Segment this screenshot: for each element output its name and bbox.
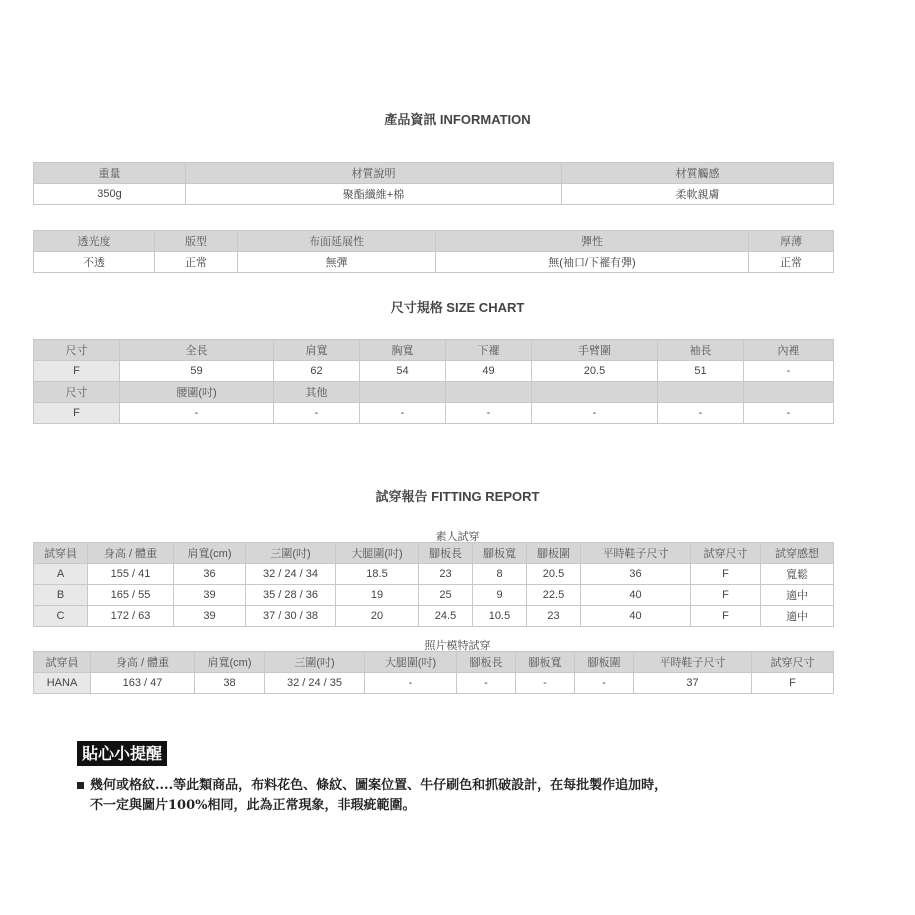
size-value: - xyxy=(532,403,658,424)
bullet-icon xyxy=(77,782,84,789)
table-cell: 25 xyxy=(419,585,473,606)
size-chart-title: 尺寸規格 SIZE CHART xyxy=(390,300,525,315)
table-cell: F xyxy=(691,585,761,606)
reminder-title: 貼心小提醒 xyxy=(77,741,167,766)
size-header: 手臂圍 xyxy=(532,340,658,361)
model-name: HANA xyxy=(34,673,91,694)
amateur-header: 腳板長 xyxy=(419,543,473,564)
table-row xyxy=(34,673,834,694)
size-value: F xyxy=(34,361,120,382)
table-row xyxy=(34,564,834,585)
size-header: 腰圍(吋) xyxy=(120,382,274,403)
table-cell: 8 xyxy=(473,564,527,585)
table-cell: F xyxy=(691,564,761,585)
size-value: - xyxy=(120,403,274,424)
tester-name: A xyxy=(34,564,88,585)
fitting-title: 試穿報告 FITTING REPORT xyxy=(375,489,540,504)
tester-name: B xyxy=(34,585,88,606)
table-cell: 10.5 xyxy=(473,606,527,627)
value-texture: 柔軟親膚 xyxy=(562,184,834,205)
amateur-header: 三圍(吋) xyxy=(246,543,336,564)
size-header: 內裡 xyxy=(744,340,834,361)
table-cell: - xyxy=(516,673,575,694)
model-fitting-table xyxy=(33,651,834,694)
model-header: 試穿員 xyxy=(34,652,91,673)
model-header: 大腿圍(吋) xyxy=(365,652,457,673)
amateur-fitting-table xyxy=(33,542,834,627)
table-cell: 37 xyxy=(634,673,752,694)
table-cell: F xyxy=(752,673,834,694)
size-header: 下襬 xyxy=(446,340,532,361)
header-thickness: 厚薄 xyxy=(749,231,834,252)
header-material: 材質說明 xyxy=(186,163,562,184)
table-cell: - xyxy=(365,673,457,694)
amateur-header: 試穿感想 xyxy=(761,543,834,564)
value-elasticity: 無(袖口/下襬有彈) xyxy=(436,252,749,273)
value-stretch: 無彈 xyxy=(238,252,436,273)
header-stretch: 布面延展性 xyxy=(238,231,436,252)
table-cell: 20.5 xyxy=(527,564,581,585)
amateur-header: 試穿尺寸 xyxy=(691,543,761,564)
table-cell: 19 xyxy=(336,585,419,606)
size-header: 袖長 xyxy=(658,340,744,361)
model-header: 腳板圍 xyxy=(575,652,634,673)
size-header xyxy=(658,382,744,403)
reminder-line xyxy=(77,776,667,796)
size-chart-table xyxy=(33,339,834,424)
model-caption: 照片模特試穿 xyxy=(424,640,491,652)
table-cell: 155 / 41 xyxy=(88,564,174,585)
table-cell: 36 xyxy=(174,564,246,585)
model-header: 腳板長 xyxy=(457,652,516,673)
table-cell: 40 xyxy=(581,606,691,627)
table-cell: 24.5 xyxy=(419,606,473,627)
table-cell: 20 xyxy=(336,606,419,627)
header-opacity: 透光度 xyxy=(34,231,155,252)
table-cell: 23 xyxy=(527,606,581,627)
size-value: - xyxy=(274,403,360,424)
amateur-header: 大腿圍(吋) xyxy=(336,543,419,564)
table-cell: 寬鬆 xyxy=(761,564,834,585)
header-elasticity: 彈性 xyxy=(436,231,749,252)
model-header: 三圍(吋) xyxy=(265,652,365,673)
model-header: 平時鞋子尺寸 xyxy=(634,652,752,673)
size-value: 51 xyxy=(658,361,744,382)
model-header: 試穿尺寸 xyxy=(752,652,834,673)
value-material: 聚酯纖維+棉 xyxy=(186,184,562,205)
amateur-header: 腳板圍 xyxy=(527,543,581,564)
table-cell: 適中 xyxy=(761,606,834,627)
size-value: - xyxy=(360,403,446,424)
table-cell: 39 xyxy=(174,606,246,627)
amateur-caption: 素人試穿 xyxy=(435,531,480,543)
value-thickness: 正常 xyxy=(749,252,834,273)
size-header: 尺寸 xyxy=(34,382,120,403)
size-value: 62 xyxy=(274,361,360,382)
model-header: 肩寬(cm) xyxy=(195,652,265,673)
amateur-header: 試穿員 xyxy=(34,543,88,564)
value-fit: 正常 xyxy=(155,252,238,273)
reminder-line-1: 幾何或格紋....等此類商品，布料花色、條紋、圖案位置、牛仔刷色和抓破設計，在每批製作追加時， xyxy=(90,778,668,793)
size-value: 59 xyxy=(120,361,274,382)
size-header: 尺寸 xyxy=(34,340,120,361)
header-weight: 重量 xyxy=(34,163,186,184)
amateur-header: 肩寬(cm) xyxy=(174,543,246,564)
table-cell: 22.5 xyxy=(527,585,581,606)
tester-name: C xyxy=(34,606,88,627)
size-header: 全長 xyxy=(120,340,274,361)
table-row xyxy=(34,585,834,606)
table-cell: 40 xyxy=(581,585,691,606)
info-table-2 xyxy=(33,230,834,273)
table-row xyxy=(34,606,834,627)
header-fit: 版型 xyxy=(155,231,238,252)
amateur-header: 腳板寬 xyxy=(473,543,527,564)
model-header: 身高 / 體重 xyxy=(91,652,195,673)
size-value: 49 xyxy=(446,361,532,382)
size-value: - xyxy=(744,361,834,382)
amateur-header: 身高 / 體重 xyxy=(88,543,174,564)
size-header: 肩寬 xyxy=(274,340,360,361)
table-cell: F xyxy=(691,606,761,627)
value-opacity: 不透 xyxy=(34,252,155,273)
table-cell: 32 / 24 / 34 xyxy=(246,564,336,585)
header-texture: 材質觸感 xyxy=(562,163,834,184)
table-cell: 9 xyxy=(473,585,527,606)
size-header: 胸寬 xyxy=(360,340,446,361)
table-cell: 165 / 55 xyxy=(88,585,174,606)
table-cell: 適中 xyxy=(761,585,834,606)
size-value: - xyxy=(446,403,532,424)
value-weight: 350g xyxy=(34,184,186,205)
size-header xyxy=(360,382,446,403)
table-cell: - xyxy=(575,673,634,694)
size-header xyxy=(744,382,834,403)
size-header xyxy=(532,382,658,403)
size-value: - xyxy=(658,403,744,424)
info-title: 產品資訊 INFORMATION xyxy=(384,112,531,127)
reminder-line xyxy=(77,796,667,816)
size-value: 20.5 xyxy=(532,361,658,382)
model-header: 腳板寬 xyxy=(516,652,575,673)
table-cell: - xyxy=(457,673,516,694)
info-table-1 xyxy=(33,162,834,205)
size-header xyxy=(446,382,532,403)
reminder-line-2: 不一定與圖片100%相同，此為正常現象，非瑕疵範圍。 xyxy=(90,798,416,813)
table-cell: 163 / 47 xyxy=(91,673,195,694)
size-value: 54 xyxy=(360,361,446,382)
size-header: 其他 xyxy=(274,382,360,403)
table-cell: 18.5 xyxy=(336,564,419,585)
table-cell: 36 xyxy=(581,564,691,585)
table-cell: 23 xyxy=(419,564,473,585)
table-cell: 38 xyxy=(195,673,265,694)
amateur-header: 平時鞋子尺寸 xyxy=(581,543,691,564)
table-cell: 32 / 24 / 35 xyxy=(265,673,365,694)
table-cell: 37 / 30 / 38 xyxy=(246,606,336,627)
reminder-text xyxy=(77,776,667,816)
table-cell: 39 xyxy=(174,585,246,606)
size-value: F xyxy=(34,403,120,424)
table-cell: 172 / 63 xyxy=(88,606,174,627)
table-cell: 35 / 28 / 36 xyxy=(246,585,336,606)
size-value: - xyxy=(744,403,834,424)
